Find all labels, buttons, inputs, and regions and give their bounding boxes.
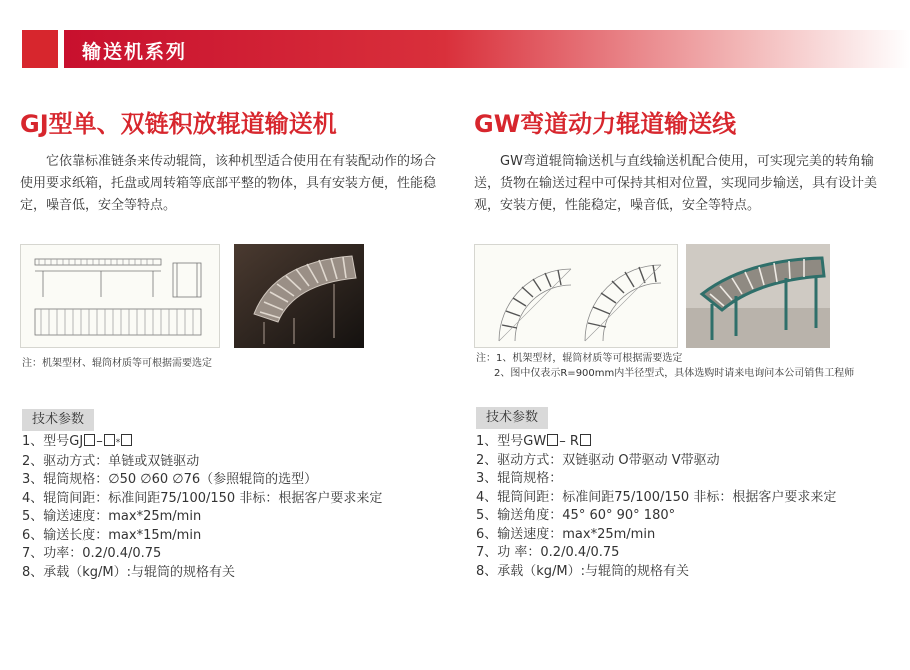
gj-figures — [20, 244, 440, 348]
gw-product-intro — [474, 104, 894, 217]
gw-param-drive: 2、驱动方式：双链驱动 O带驱动 V带驱动 — [476, 452, 720, 468]
gj-technical-drawing — [20, 244, 220, 348]
gw-param-angle: 5、输送角度：45° 60° 90° 180° — [476, 508, 676, 523]
gw-params-label: 技术参数 — [476, 407, 548, 429]
header-accent-square — [22, 30, 58, 68]
gw-product-photo — [686, 244, 830, 348]
gw-figure-note-1: 注：1、机架型材，辊筒材质等可根据需要选定 — [476, 353, 683, 364]
gj-param-speed: 5、输送速度：max*25m/min — [22, 509, 202, 524]
gj-product-description: 它依靠标准链条来传动辊筒，该种机型适合使用在有装配动作的场合使用要求纸箱，托盘或周转箱等底部平整的物体，具有安装方便，性能稳定，噪音低，安全等特点。 — [20, 154, 437, 213]
gw-param-speed: 6、输送速度：max*25m/min — [476, 526, 656, 542]
gw-technical-drawing — [474, 244, 678, 348]
gj-param-length: 6、输送长度：max*15m/min — [22, 527, 202, 543]
gw-product-title: GW弯道动力辊道输送线 — [474, 110, 737, 138]
gj-param-load: 8、承载（kg/M）:与辊筒的规格有关 — [22, 564, 236, 580]
gw-params-list — [476, 433, 836, 581]
gj-param-drive: 2、驱动方式：单链或双链驱动 — [22, 453, 200, 469]
section-header — [0, 30, 910, 68]
model-blank-box — [547, 434, 558, 446]
gj-params-label: 技术参数 — [22, 409, 94, 431]
model-blank-box — [121, 434, 132, 446]
gw-figure-note-2: 2、图中仅表示R=900mm内半径型式，具体选购时请来电询问本公司销售工程师 — [494, 368, 855, 379]
gj-product-photo — [234, 244, 364, 348]
gj-param-model: 1、型号GJ – * — [22, 433, 382, 453]
gw-param-roller-pitch: 4、辊筒间距：标准间距75/100/150 非标：根据客户要求来定 — [476, 489, 837, 505]
gj-param-power: 7、功率：0.2/0.4/0.75 — [22, 546, 162, 561]
gw-param-power: 7、功 率：0.2/0.4/0.75 — [476, 545, 620, 560]
gw-param-model: 1、型号GW – R — [476, 433, 836, 452]
gw-param-roller-spec: 3、辊筒规格： — [476, 471, 563, 486]
model-blank-box — [104, 434, 115, 446]
model-blank-box — [84, 434, 95, 446]
gw-param-load: 8、承载（kg/M）:与辊筒的规格有关 — [476, 563, 690, 579]
gj-param-roller-spec: 3、辊筒规格：∅50 ∅60 ∅76（参照辊筒的选型） — [22, 472, 318, 487]
model-blank-box — [580, 434, 591, 446]
gj-product-title: GJ型单、双链积放辊道输送机 — [20, 110, 337, 138]
gw-product-description: GW弯道辊筒输送机与直线输送机配合使用，可实现完美的转角输送，货物在输送过程中可保持其相对位置，实现同步输送，具有设计美观，安装方便，性能稳定，噪音低，安全等特点。 — [474, 154, 878, 213]
section-title: 输送机系列 — [82, 41, 188, 63]
header-gradient-bar — [64, 30, 910, 68]
gj-figure-note: 注：机架型材、辊筒材质等可根据需要选定 — [22, 358, 212, 369]
gj-product-intro — [20, 104, 440, 217]
gj-params-list — [22, 433, 382, 582]
gw-figures — [474, 244, 894, 348]
gj-param-roller-pitch: 4、辊筒间距：标准间距75/100/150 非标：根据客户要求来定 — [22, 490, 383, 506]
